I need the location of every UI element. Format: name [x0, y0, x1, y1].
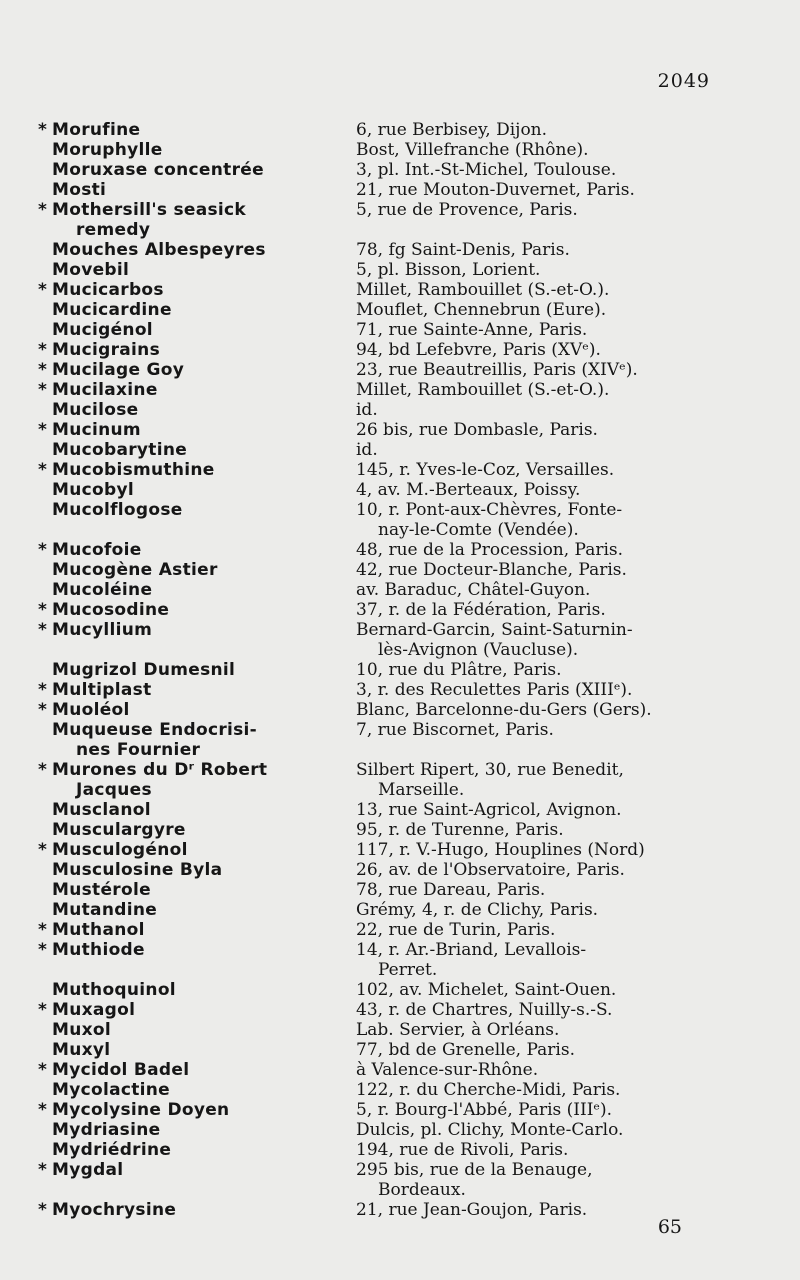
product-name-text: Mycidol Badel	[52, 1060, 190, 1080]
address	[356, 120, 773, 140]
address-text: 3, r. des Reculettes Paris (XIIIᵉ).	[356, 680, 633, 700]
registered-mark: *	[38, 1100, 48, 1120]
registered-mark: *	[38, 420, 48, 440]
address-continued: 7, rue Biscornet, Paris.	[356, 720, 554, 740]
address-text: 37, r. de la Fédération, Paris.	[356, 600, 606, 620]
address	[356, 1120, 773, 1140]
product-name-text: Musclanol	[52, 800, 151, 820]
product-name	[38, 500, 356, 540]
product-name	[38, 700, 356, 720]
registered-mark: *	[38, 700, 48, 720]
product-name-text: Mucobarytine	[52, 440, 188, 460]
product-name-text: Mosti	[52, 180, 107, 200]
product-name-text: Mouches Albespeyres	[52, 240, 266, 260]
address	[356, 920, 773, 940]
entry-row	[38, 720, 773, 760]
product-name-text: Mycolysine Doyen	[52, 1100, 230, 1120]
address-text: 21, rue Mouton-Duvernet, Paris.	[356, 180, 635, 200]
address-text: Dulcis, pl. Clichy, Monte-Carlo.	[356, 1120, 624, 1140]
entry-row	[38, 340, 773, 360]
product-name	[38, 580, 356, 600]
product-name	[38, 440, 356, 460]
entry-row	[38, 1020, 773, 1040]
entry-row	[38, 460, 773, 480]
product-name-text: Musculogénol	[52, 840, 188, 860]
product-name	[38, 400, 356, 420]
address-text: 295 bis, rue de la Benauge,	[356, 1160, 593, 1180]
entry-row	[38, 500, 773, 540]
product-name-text: Muthiode	[52, 940, 145, 960]
address	[356, 860, 773, 880]
product-name-text: Muqueuse Endocrisi-	[52, 720, 258, 740]
address-text: 21, rue Jean-Goujon, Paris.	[356, 1200, 588, 1220]
address-continued: Marseille.	[378, 780, 465, 800]
entry-row	[38, 660, 773, 680]
product-name	[38, 300, 356, 320]
address	[356, 1040, 773, 1060]
product-name	[38, 860, 356, 880]
product-name-text: Muthanol	[52, 920, 145, 940]
address-text: 48, rue de la Procession, Paris.	[356, 540, 624, 560]
address	[356, 880, 773, 900]
address	[356, 980, 773, 1000]
address-text: 22, rue de Turin, Paris.	[356, 920, 556, 940]
entry-row	[38, 940, 773, 980]
address	[356, 440, 773, 460]
address-text: Mouflet, Chennebrun (Eure).	[356, 300, 607, 320]
product-name-text: Mucinum	[52, 420, 141, 440]
address	[356, 1140, 773, 1160]
product-name-text: Multiplast	[52, 680, 152, 700]
product-name	[38, 560, 356, 580]
address	[356, 460, 773, 480]
address-text: Millet, Rambouillet (S.-et-O.).	[356, 380, 610, 400]
address-text: 117, r. V.-Hugo, Houplines (Nord)	[356, 840, 645, 860]
product-name	[38, 1040, 356, 1060]
address	[356, 800, 773, 820]
entry-row	[38, 800, 773, 820]
address	[356, 480, 773, 500]
registered-mark: *	[38, 200, 48, 220]
product-name	[38, 1140, 356, 1160]
address-text: 78, rue Dareau, Paris.	[356, 880, 546, 900]
entry-row	[38, 240, 773, 260]
entry-row	[38, 320, 773, 340]
registered-mark: *	[38, 620, 48, 640]
entry-row	[38, 560, 773, 580]
address-text: 26 bis, rue Dombasle, Paris.	[356, 420, 598, 440]
address	[356, 400, 773, 420]
address	[356, 1100, 773, 1120]
product-name	[38, 1200, 356, 1220]
address	[356, 540, 773, 560]
entry-row	[38, 440, 773, 460]
product-name	[38, 480, 356, 500]
registered-mark: *	[38, 1060, 48, 1080]
address-text: 5, pl. Bisson, Lorient.	[356, 260, 541, 280]
product-name-continued: Jacques	[76, 780, 152, 800]
product-name	[38, 680, 356, 700]
footer-number: 65	[657, 1216, 682, 1238]
product-name	[38, 600, 356, 620]
entry-row	[38, 1100, 773, 1120]
entry-row	[38, 420, 773, 440]
product-name-text: Mucofoie	[52, 540, 142, 560]
address-text: Silbert Ripert, 30, rue Benedit,	[356, 760, 624, 780]
product-name	[38, 720, 356, 760]
product-name-text: Mucilose	[52, 400, 139, 420]
product-name-text: Mucilage Goy	[52, 360, 185, 380]
entry-row	[38, 360, 773, 380]
entry-row	[38, 980, 773, 1000]
product-name-text: Myochrysine	[52, 1200, 177, 1220]
product-name	[38, 540, 356, 560]
product-name	[38, 840, 356, 860]
address-text: Blanc, Barcelonne-du-Gers (Gers).	[356, 700, 652, 720]
address-text: 42, rue Docteur-Blanche, Paris.	[356, 560, 627, 580]
product-name-text: Mothersill's seasick	[52, 200, 247, 220]
product-name-text: Moruxase concentrée	[52, 160, 264, 180]
product-name-text: Muoléol	[52, 700, 130, 720]
address-text: 77, bd de Grenelle, Paris.	[356, 1040, 575, 1060]
address-text: id.	[356, 400, 378, 420]
entry-row	[38, 120, 773, 140]
entry-row	[38, 540, 773, 560]
product-name-text: Muxyl	[52, 1040, 111, 1060]
product-name-text: Mucogène Astier	[52, 560, 218, 580]
entry-row	[38, 760, 773, 800]
entry-row	[38, 1080, 773, 1100]
product-name	[38, 1020, 356, 1040]
address-text: 10, rue du Plâtre, Paris.	[356, 660, 562, 680]
product-name	[38, 240, 356, 260]
address	[356, 940, 773, 980]
product-name-text: Mucoléine	[52, 580, 153, 600]
entry-row	[38, 860, 773, 880]
product-name	[38, 760, 356, 800]
address-text: av. Baraduc, Châtel-Guyon.	[356, 580, 591, 600]
product-name	[38, 800, 356, 820]
address	[356, 1200, 773, 1220]
address	[356, 1060, 773, 1080]
registered-mark: *	[38, 1000, 48, 1020]
address-text: 3, pl. Int.-St-Michel, Toulouse.	[356, 160, 617, 180]
registered-mark: *	[38, 840, 48, 860]
product-name	[38, 1120, 356, 1140]
address-text: à Valence-sur-Rhône.	[356, 1060, 539, 1080]
product-name	[38, 900, 356, 920]
product-name	[38, 620, 356, 660]
entry-row	[38, 920, 773, 940]
address	[356, 580, 773, 600]
entry-row	[38, 680, 773, 700]
address	[356, 1160, 773, 1200]
address	[356, 900, 773, 920]
product-name	[38, 940, 356, 980]
product-name	[38, 420, 356, 440]
address-text: 102, av. Michelet, Saint-Ouen.	[356, 980, 617, 1000]
product-name	[38, 320, 356, 340]
address	[356, 300, 773, 320]
product-name-text: Movebil	[52, 260, 130, 280]
entry-row	[38, 400, 773, 420]
product-name-text: Mucigrains	[52, 340, 160, 360]
product-name-text: Murones du Dʳ Robert	[52, 760, 268, 780]
entry-row	[38, 200, 773, 240]
address	[356, 600, 773, 620]
address-text: 194, rue de Rivoli, Paris.	[356, 1140, 569, 1160]
entry-row	[38, 820, 773, 840]
address	[356, 720, 773, 760]
registered-mark: *	[38, 460, 48, 480]
product-name-text: Mugrizol Dumesnil	[52, 660, 236, 680]
product-name	[38, 1100, 356, 1120]
entry-row	[38, 480, 773, 500]
address-continued: 5, rue de Provence, Paris.	[356, 200, 578, 220]
address	[356, 360, 773, 380]
product-name-text: Mydriasine	[52, 1120, 161, 1140]
address	[356, 260, 773, 280]
address-text: Lab. Servier, à Orléans.	[356, 1020, 560, 1040]
address	[356, 160, 773, 180]
address	[356, 840, 773, 860]
entry-row	[38, 1040, 773, 1060]
address-text: 94, bd Lefebvre, Paris (XVᵉ).	[356, 340, 601, 360]
product-name	[38, 160, 356, 180]
address	[356, 240, 773, 260]
registered-mark: *	[38, 380, 48, 400]
address-continued: Bordeaux.	[378, 1180, 466, 1200]
product-name-text: Mygdal	[52, 1160, 124, 1180]
product-name-text: Mucobyl	[52, 480, 134, 500]
address	[356, 420, 773, 440]
address	[356, 340, 773, 360]
product-name-text: Mucicarbos	[52, 280, 164, 300]
address-text: Grémy, 4, r. de Clichy, Paris.	[356, 900, 599, 920]
address	[356, 200, 773, 240]
address-text: 71, rue Sainte-Anne, Paris.	[356, 320, 588, 340]
registered-mark: *	[38, 540, 48, 560]
address	[356, 180, 773, 200]
address-text: 122, r. du Cherche-Midi, Paris.	[356, 1080, 621, 1100]
entry-row	[38, 300, 773, 320]
address-text: 78, fg Saint-Denis, Paris.	[356, 240, 570, 260]
registered-mark: *	[38, 1200, 48, 1220]
address	[356, 560, 773, 580]
product-name	[38, 920, 356, 940]
registered-mark: *	[38, 600, 48, 620]
product-name	[38, 820, 356, 840]
address	[356, 1000, 773, 1020]
address-text: 6, rue Berbisey, Dijon.	[356, 120, 548, 140]
entry-row	[38, 580, 773, 600]
address-text: id.	[356, 440, 378, 460]
product-name	[38, 360, 356, 380]
registered-mark: *	[38, 940, 48, 960]
page-number: 2049	[657, 70, 710, 92]
address-text: 4, av. M.-Berteaux, Poissy.	[356, 480, 581, 500]
address	[356, 140, 773, 160]
product-name	[38, 880, 356, 900]
registered-mark: *	[38, 340, 48, 360]
address	[356, 660, 773, 680]
address-text: 14, r. Ar.-Briand, Levallois-	[356, 940, 587, 960]
address-continued: Perret.	[378, 960, 438, 980]
address	[356, 760, 773, 800]
product-name-text: Mucyllium	[52, 620, 153, 640]
product-name-text: Mucosodine	[52, 600, 170, 620]
product-name	[38, 180, 356, 200]
address-text: 43, r. de Chartres, Nuilly-s.-S.	[356, 1000, 613, 1020]
entry-row	[38, 180, 773, 200]
entry-row	[38, 260, 773, 280]
product-name-text: Moruphylle	[52, 140, 163, 160]
entry-row	[38, 900, 773, 920]
product-name-text: Muxol	[52, 1020, 111, 1040]
address-text: 145, r. Yves-le-Coz, Versailles.	[356, 460, 615, 480]
product-name-text: Morufine	[52, 120, 141, 140]
product-name	[38, 1080, 356, 1100]
entry-row	[38, 1160, 773, 1200]
registered-mark: *	[38, 280, 48, 300]
registered-mark: *	[38, 760, 48, 780]
product-name	[38, 1060, 356, 1080]
address	[356, 1020, 773, 1040]
product-name	[38, 380, 356, 400]
registered-mark: *	[38, 1160, 48, 1180]
product-name	[38, 120, 356, 140]
entry-row	[38, 140, 773, 160]
product-name-text: Musculargyre	[52, 820, 186, 840]
address	[356, 620, 773, 660]
entry-row	[38, 280, 773, 300]
address	[356, 700, 773, 720]
address-continued: nay-le-Comte (Vendée).	[378, 520, 579, 540]
address-text: Bost, Villefranche (Rhône).	[356, 140, 589, 160]
product-name-text: Mucigénol	[52, 320, 153, 340]
product-name	[38, 280, 356, 300]
address	[356, 680, 773, 700]
product-name-text: Mucicardine	[52, 300, 172, 320]
product-name	[38, 340, 356, 360]
registered-mark: *	[38, 120, 48, 140]
product-name	[38, 1000, 356, 1020]
address	[356, 500, 773, 540]
address-text: 10, r. Pont-aux-Chèvres, Fonte-	[356, 500, 623, 520]
address	[356, 820, 773, 840]
entry-row	[38, 700, 773, 720]
address-text: Millet, Rambouillet (S.-et-O.).	[356, 280, 610, 300]
entry-row	[38, 840, 773, 860]
entry-row	[38, 620, 773, 660]
product-name-continued: nes Fournier	[76, 740, 201, 760]
product-name	[38, 260, 356, 280]
product-name	[38, 140, 356, 160]
product-name-text: Muxagol	[52, 1000, 136, 1020]
product-name	[38, 980, 356, 1000]
address-text: 95, r. de Turenne, Paris.	[356, 820, 564, 840]
product-name	[38, 1160, 356, 1200]
address	[356, 280, 773, 300]
product-name-text: Mutandine	[52, 900, 158, 920]
address-text: 13, rue Saint-Agricol, Avignon.	[356, 800, 622, 820]
product-name	[38, 460, 356, 480]
product-name-text: Musculosine Byla	[52, 860, 223, 880]
address-text: 23, rue Beautreillis, Paris (XIVᵉ).	[356, 360, 638, 380]
entry-row	[38, 600, 773, 620]
product-name	[38, 200, 356, 240]
product-name-text: Mucobismuthine	[52, 460, 215, 480]
product-name-continued: remedy	[76, 220, 151, 240]
address-text: Bernard-Garcin, Saint-Saturnin-	[356, 620, 633, 640]
address-text: 26, av. de l'Observatoire, Paris.	[356, 860, 625, 880]
registered-mark: *	[38, 920, 48, 940]
address	[356, 320, 773, 340]
entry-row	[38, 1000, 773, 1020]
directory-list	[38, 120, 773, 1220]
entry-row	[38, 380, 773, 400]
product-name-text: Mydriédrine	[52, 1140, 172, 1160]
product-name-text: Mucolflogose	[52, 500, 183, 520]
entry-row	[38, 1060, 773, 1080]
address	[356, 380, 773, 400]
entry-row	[38, 160, 773, 180]
entry-row	[38, 1140, 773, 1160]
product-name-text: Mucilaxine	[52, 380, 158, 400]
registered-mark: *	[38, 680, 48, 700]
product-name-text: Mustérole	[52, 880, 151, 900]
product-name-text: Mycolactine	[52, 1080, 171, 1100]
entry-row	[38, 1120, 773, 1140]
address	[356, 1080, 773, 1100]
address-continued: lès-Avignon (Vaucluse).	[378, 640, 579, 660]
entry-row	[38, 880, 773, 900]
registered-mark: *	[38, 360, 48, 380]
product-name	[38, 660, 356, 680]
address-text: 5, r. Bourg-l'Abbé, Paris (IIIᵉ).	[356, 1100, 613, 1120]
product-name-text: Muthoquinol	[52, 980, 176, 1000]
